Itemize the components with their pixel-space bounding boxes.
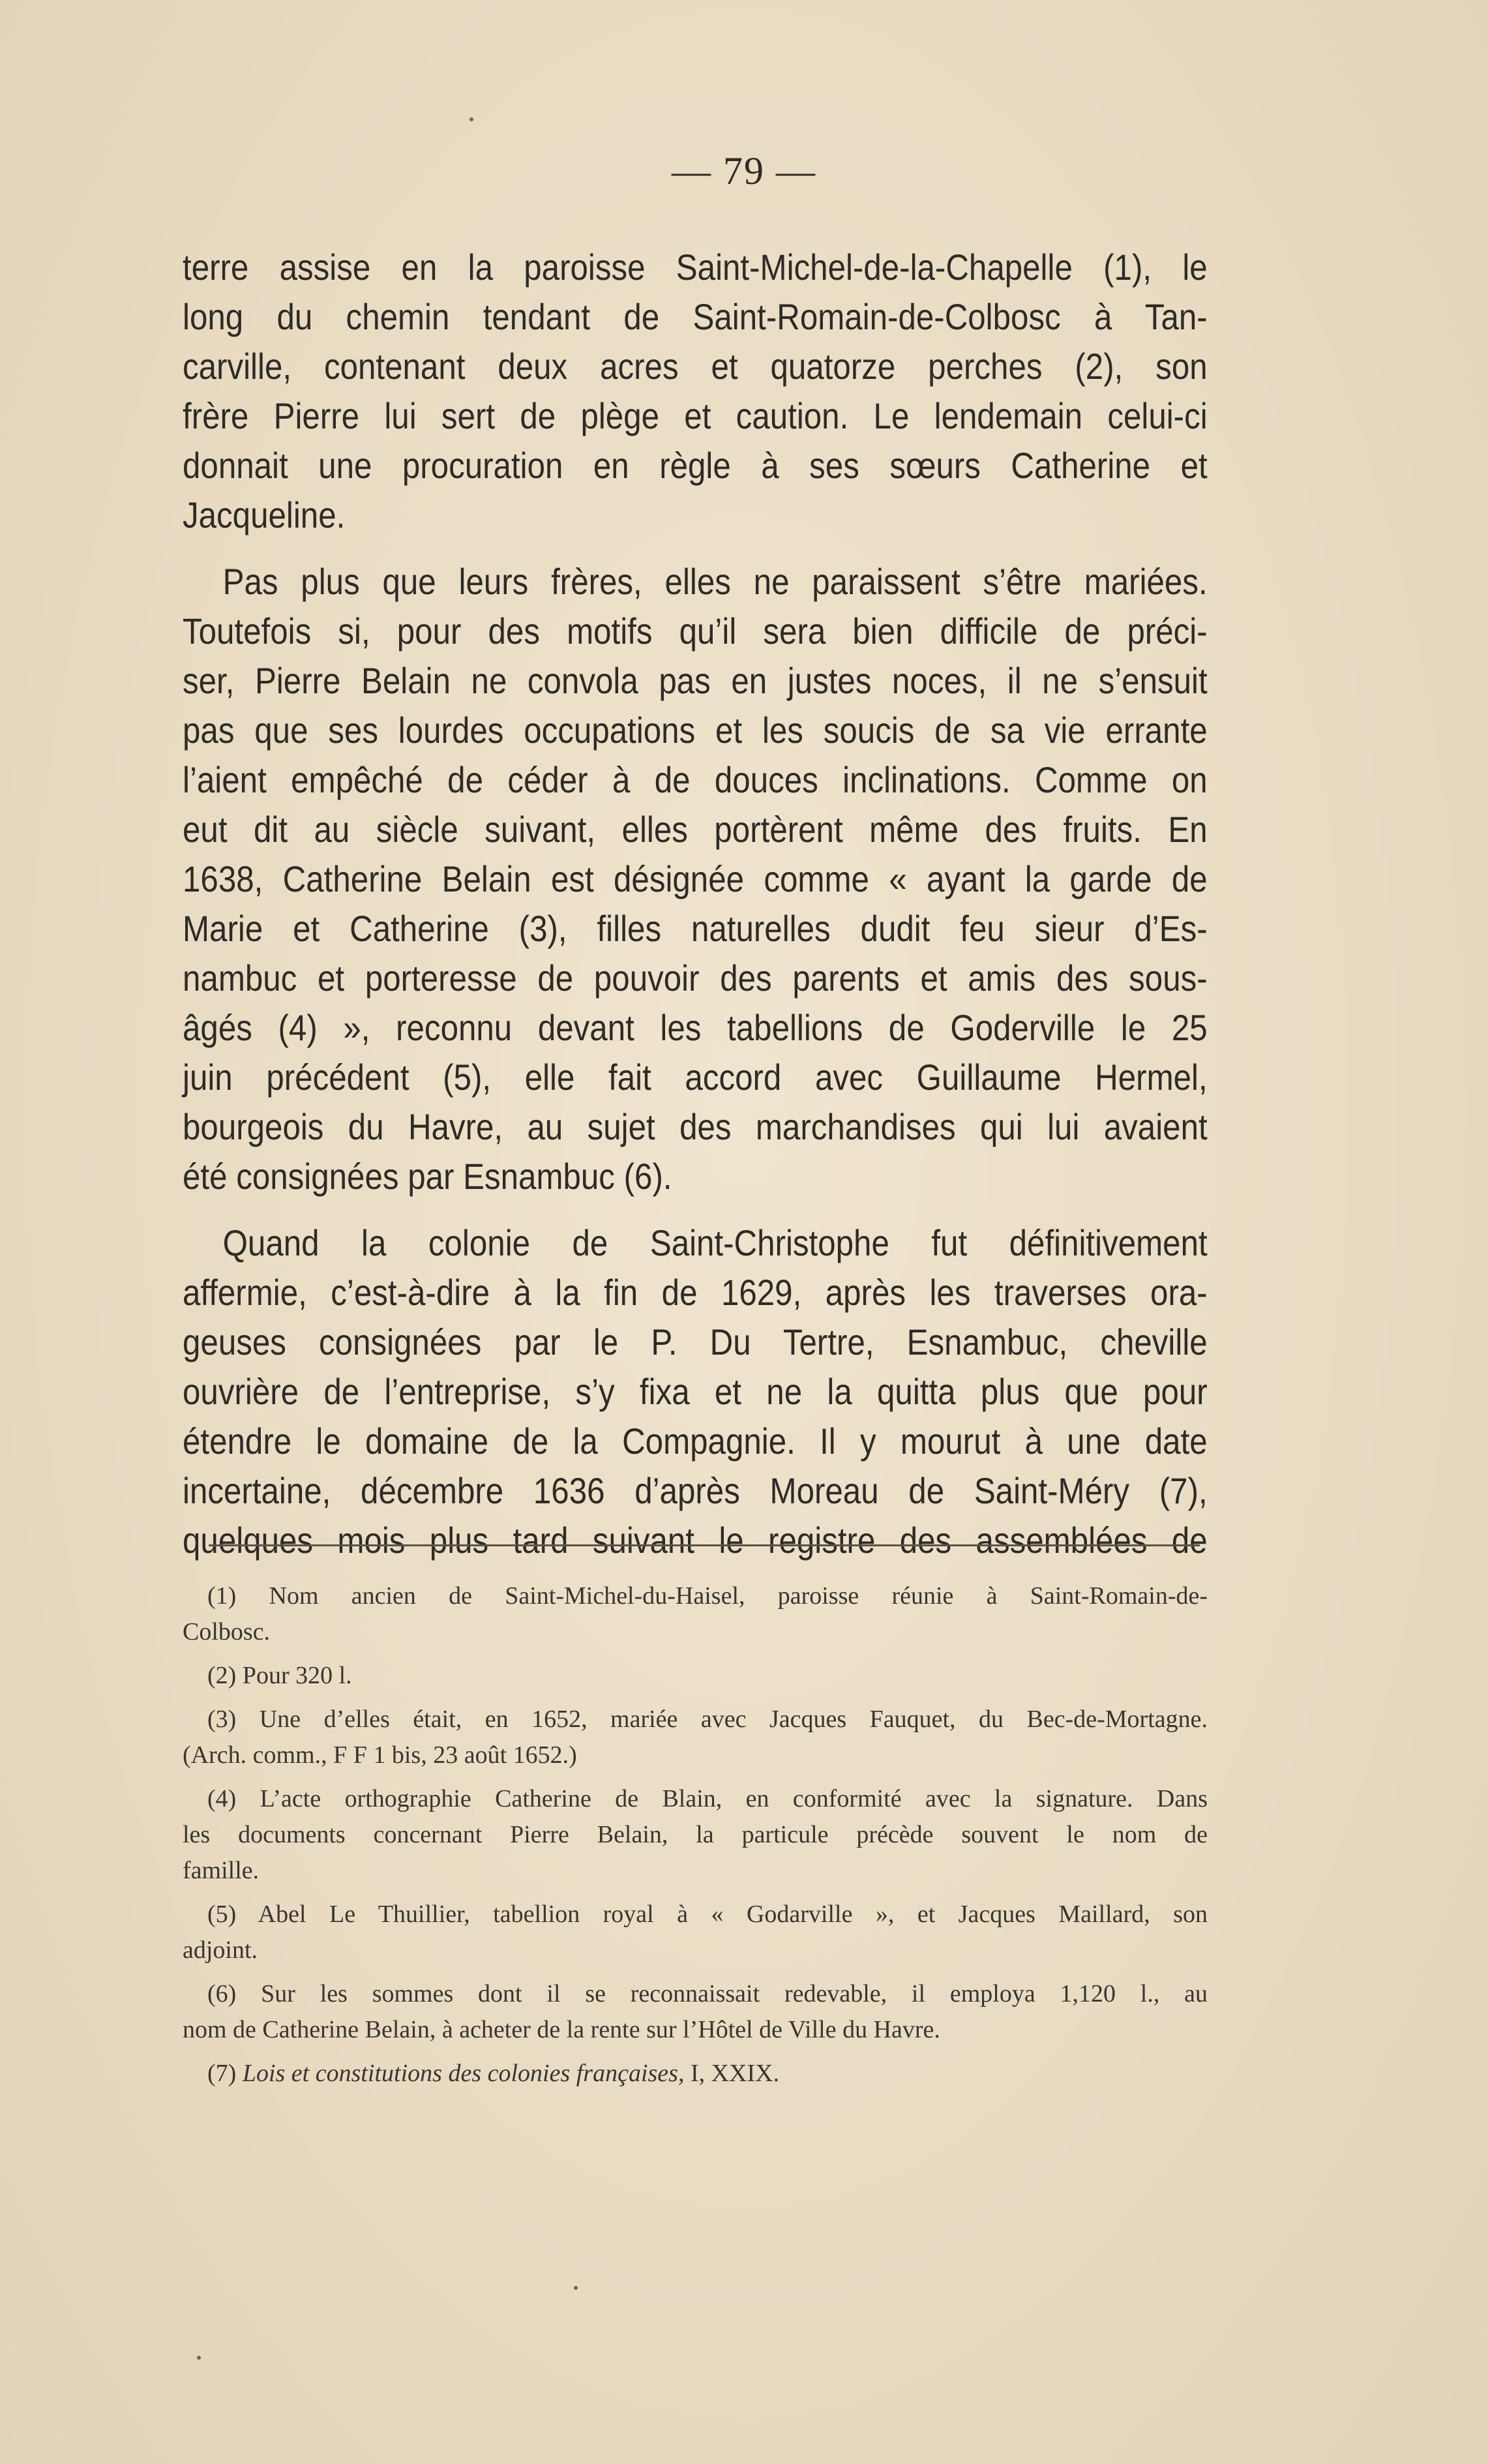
text-line: pas que ses lourdes occupations et les soucis de sa vie errante <box>183 710 1208 751</box>
footnote-line: adjoint. <box>183 1936 258 1964</box>
footnote-line <box>183 2056 1208 2092</box>
footnotes <box>183 1578 1208 2099</box>
text-line: âgés (4) », reconnu devant les tabellions de Goderville le 25 <box>183 1007 1208 1048</box>
footnote-2 <box>183 1658 1208 1694</box>
text-line: affermie, c’est-à-dire à la fin de 1629, après les traverses ora- <box>183 1272 1208 1313</box>
text-line: Toutefois si, pour des motifs qu’il sera bien difficile de préci- <box>183 610 1208 652</box>
paragraph-gap <box>183 540 1084 557</box>
text-line: étendre le domaine de la Compagnie. Il y mourut à une date <box>183 1420 1208 1462</box>
text-line: Quand la colonie de Saint-Christophe fut définitivement <box>222 1222 1208 1263</box>
footnote-line: les documents concernant Pierre Belain, la particule précède souvent le nom de <box>183 1821 1208 1848</box>
text-line: frère Pierre lui sert de plège et caution. Le lendemain celui-ci <box>183 395 1208 436</box>
text-line: incertaine, décembre 1636 d’après Moreau de Saint-Méry (7), <box>183 1470 1208 1511</box>
footnote-7-number: (7) <box>207 2060 237 2087</box>
footnote-line: (6) Sur les sommes dont il se reconnaissait redevable, il employa 1,120 l., au <box>207 1980 1208 2007</box>
text-line: juin précédent (5), elle fait accord avec Guillaume Hermel, <box>183 1057 1208 1098</box>
paper-speck <box>469 117 473 121</box>
text-line: eut dit au siècle suivant, elles portèrent même des fruits. En <box>183 809 1208 850</box>
footnote-line: (Arch. comm., F F 1 bis, 23 août 1652.) <box>183 1741 577 1769</box>
footnote-3 <box>183 1702 1208 1773</box>
paper-speck <box>197 2356 201 2360</box>
text-line: été consignées par Esnambuc (6). <box>183 1156 672 1197</box>
text-line: 1638, Catherine Belain est désignée comme « ayant la garde de <box>183 858 1208 899</box>
text-line: Marie et Catherine (3), filles naturelles dudit feu sieur d’Es- <box>183 908 1208 949</box>
footnote-line: (2) Pour 320 l. <box>207 1662 352 1689</box>
text-line: Pas plus que leurs frères, elles ne paraissent s’être mariées. <box>222 561 1208 602</box>
text-line: Jacqueline. <box>183 494 346 535</box>
footnote-line: Colbosc. <box>183 1618 271 1645</box>
text-line: donnait une procuration en règle à ses sœurs Catherine et <box>183 445 1208 486</box>
text-line: terre assise en la paroisse Saint-Michel-de-la-Chapelle (1), le <box>183 247 1208 288</box>
footnote-4 <box>183 1781 1208 1889</box>
text-line: l’aient empêché de céder à de douces inclinations. Comme on <box>183 759 1208 800</box>
footnote-line: (3) Une d’elles était, en 1652, mariée avec Jacques Fauquet, du Bec-de-Mortagne. <box>207 1705 1208 1733</box>
text-line: carville, contenant deux acres et quatorze perches (2), son <box>183 346 1208 387</box>
text-line: quelques mois plus tard suivant le registre des assemblées de <box>183 1520 1208 1561</box>
footnote-line: (1) Nom ancien de Saint-Michel-du-Haisel, paroisse réunie à Saint-Romain-de- <box>207 1582 1208 1610</box>
footnote-5 <box>183 1897 1208 1968</box>
footnote-7-reference: I, XXIX. <box>690 2060 780 2087</box>
paragraph-gap <box>183 1201 1084 1218</box>
footnote-line: (4) L’acte orthographie Catherine de Blain, en conformité avec la signature. Dans <box>207 1785 1208 1812</box>
footnote-1 <box>183 1578 1208 1650</box>
footnote-6 <box>183 1976 1208 2048</box>
text-line: long du chemin tendant de Saint-Romain-de-Colbosc à Tan- <box>183 296 1208 337</box>
footnote-line: nom de Catherine Belain, à acheter de la rente sur l’Hôtel de Ville du Havre. <box>183 2016 940 2043</box>
footnote-line: (5) Abel Le Thuillier, tabellion royal à « Godarville », et Jacques Maillard, son <box>207 1901 1208 1928</box>
footnote-rule <box>209 1544 1200 1546</box>
footnote-line: famille. <box>183 1857 260 1884</box>
paper-speck <box>574 2286 578 2290</box>
footnote-7 <box>183 2056 1208 2092</box>
text-line: geuses consignées par le P. Du Tertre, Esnambuc, cheville <box>183 1321 1208 1362</box>
text-line: bourgeois du Havre, au sujet des marchandises qui lui avaient <box>183 1106 1208 1147</box>
text-line: ouvrière de l’entreprise, s’y fixa et ne la quitta plus que pour <box>183 1371 1208 1412</box>
footnote-7-title: Lois et constitutions des colonies françaises, <box>242 2060 685 2087</box>
text-line: ser, Pierre Belain ne convola pas en justes noces, il ne s’ensuit <box>183 660 1208 701</box>
text-line: nambuc et porteresse de pouvoir des parents et amis des sous- <box>183 957 1208 999</box>
page-number: — 79 — <box>672 149 816 192</box>
main-text <box>183 243 1208 1565</box>
